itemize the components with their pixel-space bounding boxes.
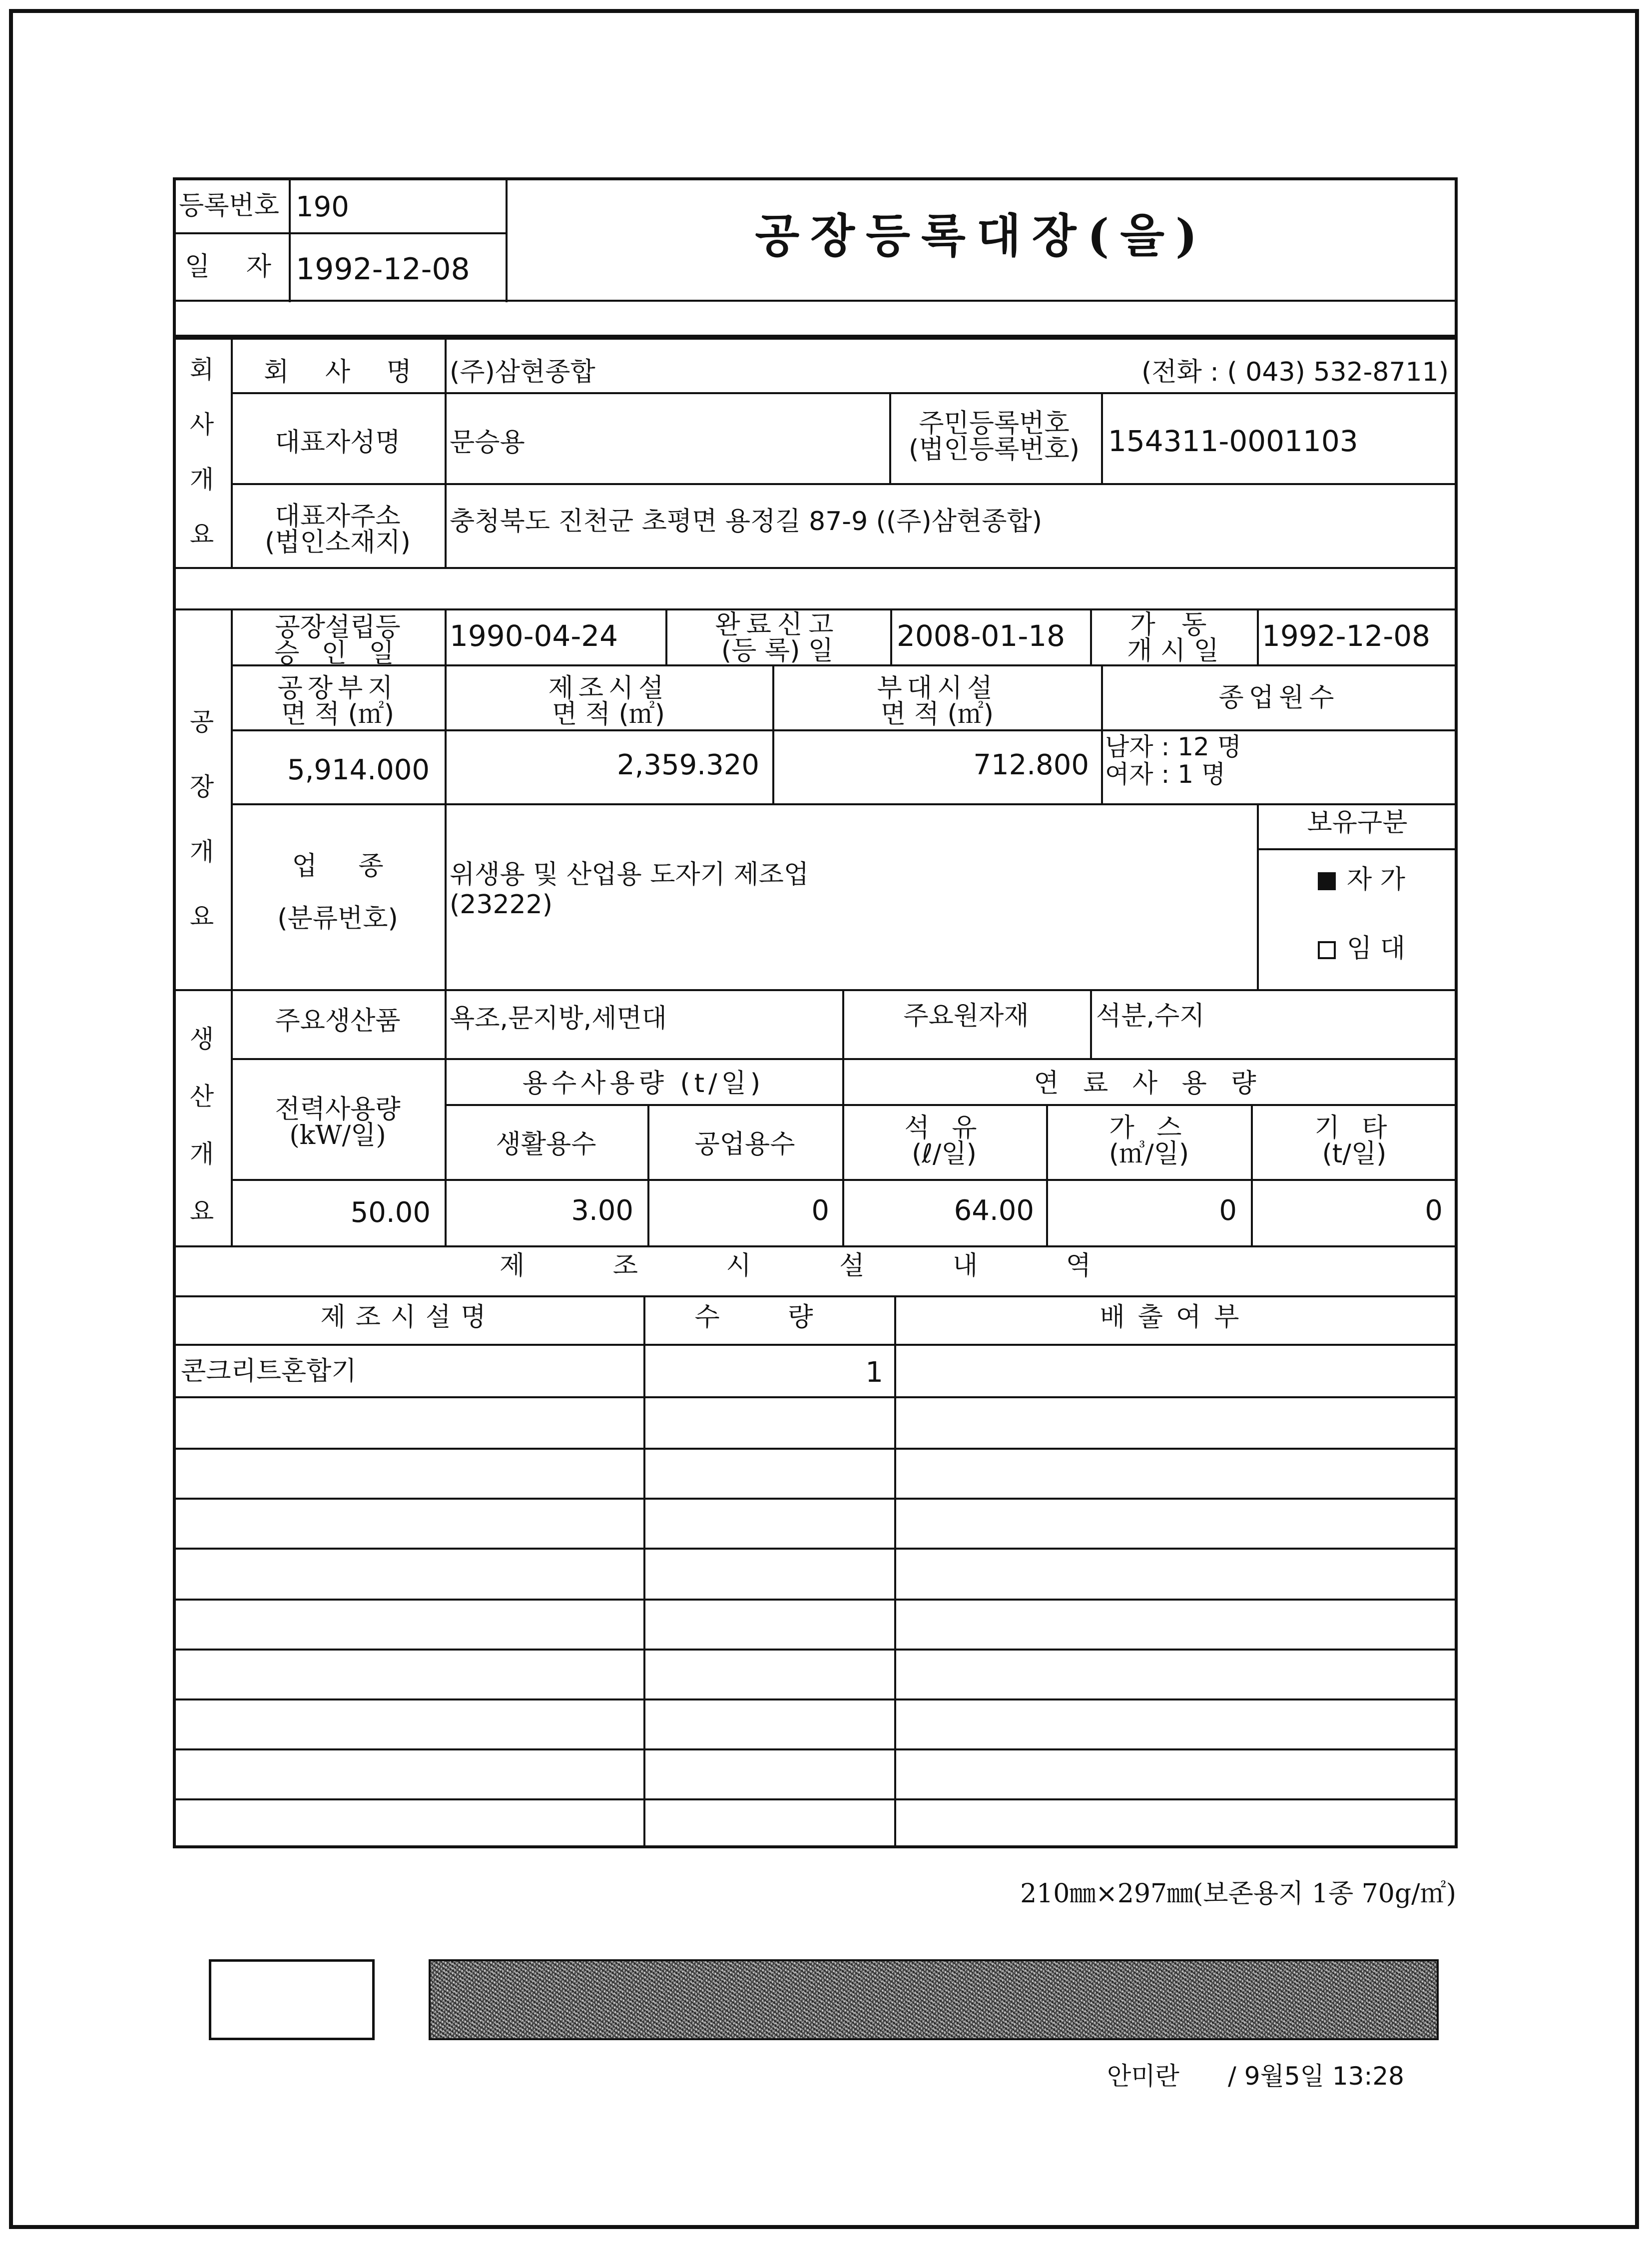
industry-label: 업 종 — [292, 851, 384, 881]
rep-name: 문승용 — [450, 428, 525, 458]
oil-label: 석 유 (ℓ/일) — [904, 1113, 984, 1169]
gas-label: 가 스 (㎥/일) — [1108, 1113, 1189, 1169]
company-phone: (전화 : ( 043) 532-8711) — [1141, 357, 1449, 387]
mfg-area-label: 제조시설 면 적 (㎡) — [548, 673, 669, 729]
main-materials: 석분,수지 — [1096, 1001, 1205, 1031]
site-area: 5,914.000 — [287, 754, 430, 786]
printed-by: 안미란 — [1107, 2062, 1179, 2091]
employees-female: 여자 : 1 명 — [1105, 760, 1226, 789]
industrial-water-label: 공업용수 — [694, 1129, 795, 1159]
mfg-area: 2,359.320 — [616, 749, 759, 781]
facilities-section-title: 제 조 시 설 내 역 — [499, 1251, 1131, 1281]
rep-address: 충청북도 진천군 초평면 용정길 87-9 ((주)삼현종합) — [450, 507, 1042, 537]
rep-name-label: 대표자성명 — [275, 428, 401, 458]
water-usage-label: 용수사용량 (t/일) — [522, 1069, 765, 1099]
rep-address-label: 대표자주소 (법인소재지) — [265, 502, 411, 558]
site-area-label: 공장부지 면 적 (㎡) — [277, 673, 398, 729]
completion-date: 2008-01-18 — [897, 619, 1066, 653]
completion-date-label: 완료신고 (등 록) 일 — [715, 610, 840, 666]
reg-no-value: 190 — [296, 191, 349, 223]
facility-qty-header: 수 량 — [694, 1302, 843, 1332]
main-products: 욕조,문지방,세면대 — [450, 1004, 667, 1034]
lease-checkbox — [1318, 941, 1336, 959]
industry: 위생용 및 산업용 도자기 제조업 — [450, 860, 809, 890]
ownership-lease: 임 대 — [1318, 934, 1405, 964]
other-fuel-value: 0 — [1425, 1194, 1443, 1227]
printed-at: / 9월5일 13:28 — [1228, 2062, 1404, 2091]
resident-id: 154311-0001103 — [1108, 424, 1358, 458]
facility-emission-header: 배출여부 — [1100, 1302, 1252, 1332]
operation-date-label: 가 동 개 시 일 — [1127, 610, 1219, 666]
other-fuel-label: 기 타 (t/일) — [1314, 1113, 1394, 1169]
page-title: 공장등록대장(을) — [755, 209, 1208, 263]
company-section-label: 회 사 개 요 — [189, 355, 214, 549]
power-value: 50.00 — [350, 1196, 431, 1229]
domestic-water-label: 생활용수 — [496, 1129, 596, 1159]
facility-qty: 1 — [865, 1356, 883, 1389]
domestic-water-value: 3.00 — [571, 1194, 633, 1227]
paper-spec: 210㎜×297㎜(보존용지 1종 70g/㎡) — [1020, 1879, 1456, 1909]
redacted-noise-block — [429, 1959, 1439, 2040]
company-name: (주)삼현종합 — [450, 357, 595, 387]
resident-id-label: 주민등록번호 (법인등록번호) — [909, 409, 1080, 465]
aux-area: 712.800 — [973, 749, 1089, 781]
industry-code-label: (분류번호) — [277, 904, 398, 934]
approval-date: 1990-04-24 — [450, 619, 618, 653]
company-name-label: 회 사 명 — [264, 357, 426, 387]
ownership-own: 자 가 — [1318, 865, 1405, 895]
operation-date: 1992-12-08 — [1262, 619, 1431, 653]
main-form — [173, 335, 1458, 1848]
main-products-label: 주요생산품 — [275, 1006, 401, 1036]
power-label: 전력사용량 (kW/일) — [275, 1095, 401, 1150]
reg-no-label: 등록번호 — [179, 191, 279, 221]
industry-code: (23222) — [450, 890, 552, 920]
approval-date-label: 공장설립등 승 인 일 — [274, 612, 401, 668]
employees-label: 종업원수 — [1218, 683, 1339, 713]
production-section-label: 생 산 개 요 — [189, 1025, 214, 1226]
main-materials-label: 주요원자재 — [903, 1001, 1029, 1031]
aux-area-label: 부대시설 면 적 (㎡) — [877, 673, 998, 729]
facility-name: 콘크리트혼합기 — [181, 1356, 357, 1386]
industrial-water-value: 0 — [811, 1194, 829, 1227]
factory-section-label: 공 장 개 요 — [189, 707, 214, 931]
fuel-usage-label: 연 료 사 용 량 — [1034, 1069, 1264, 1099]
ownership-label: 보유구분 — [1307, 808, 1408, 838]
date-value: 1992-12-08 — [296, 252, 470, 287]
date-label: 일 자 — [185, 252, 285, 282]
own-checkbox — [1318, 872, 1336, 890]
empty-stamp-box — [209, 1959, 375, 2040]
facility-name-header: 제조시설명 — [320, 1302, 496, 1332]
oil-value: 64.00 — [954, 1194, 1034, 1227]
gas-value: 0 — [1219, 1194, 1237, 1227]
employees-male: 남자 : 12 명 — [1105, 732, 1242, 761]
